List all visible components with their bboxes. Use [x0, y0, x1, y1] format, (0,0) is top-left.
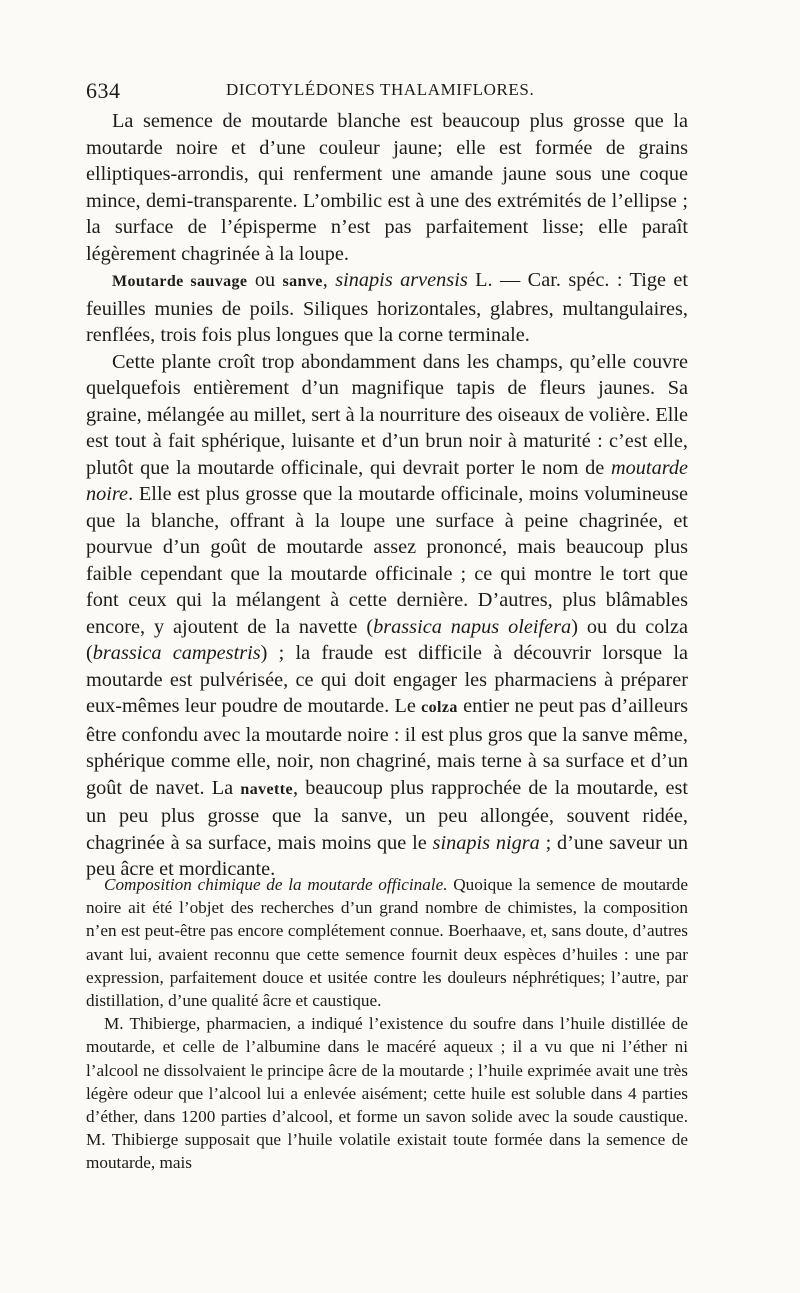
paragraph-plant-description — [86, 349, 688, 883]
species-characters: L. — Car. spéc. : Tige et feuilles munies de poils. Siliques horizontales, glabres, multangulaires, renflées, trois fois plus longues que la corne terminale. — [86, 269, 689, 346]
italic-term: sinapis nigra — [432, 831, 540, 854]
text-run: ) ou du colza ( — [86, 615, 689, 664]
latin-name: sinapis arvensis — [335, 269, 468, 291]
term-sanve: sanve — [282, 273, 323, 290]
paragraph-white-mustard: La semence de moutarde blanche est beaucoup plus grosse que la moutarde noire et d’une couleur jaune; elle est formée de grains elliptiques-arrondis, qui renferment une amande jaune sous une coque mince, demi-transparente. L’ombilic est à une des extrémités de l’ellipse ; la surface de l’épisperme n’est pas parfaitement lisse; elle paraît légèrement chagrinée à la loupe. — [86, 110, 688, 265]
text-run: , beaucoup plus rapprochée de la moutarde, est un peu plus grosse que la sanve, un peu allongée, souvent ridée, chagrinée à sa surface, mais moins que le — [86, 776, 688, 854]
term-moutarde-sauvage: Moutarde sauvage — [112, 273, 248, 290]
italic-term: moutarde noire — [86, 456, 688, 505]
page-number: 634 — [86, 78, 121, 103]
paragraph-wild-mustard — [86, 267, 688, 349]
small-print-section — [86, 873, 688, 1175]
term-colza: colza — [421, 699, 458, 716]
paragraph-thibierge: M. Thibierge, pharmacien, a indiqué l’existence du soufre dans l’huile distillée de moutarde, et celle de l’albumine dans le macéré aqueux ; il a vu que ni l’éther ni l’alcool ne dissolvaient le principe âcre de la moutarde ; l’huile exprimée avait une très légère odeur que l’alcool lui a enlevée aisément; cette huile est soluble dans 4 parties d’éther, dans 1200 parties d’alcool, et forme un savon solide avec la soude caustique. M. Thibierge supposait que l’huile volatile existait toute formée dans la semence de moutarde, mais — [86, 1014, 688, 1173]
running-title: DICOTYLÉDONES THALAMIFLORES. — [226, 80, 535, 99]
text-run: Quoique la semence de moutarde noire ait été l’objet des recherches d’un grand nombre de chimistes, la composition n’en est peut-être pas encore complétement connue. Boerhaave, et, sans doute, d’autres avant lui, avaient reconnu que cette semence fournit deux espèces d’huiles : une par expression, parfaitement douce et usitée contre les douleurs néphrétiques; l’autre, par distillation, d’une qualité âcre et caustique. — [86, 875, 689, 1011]
term-navette: navette — [240, 780, 293, 798]
text-run: ; d’une saveur un peu âcre et mordicante. — [86, 831, 689, 880]
text-ou: ou — [247, 269, 283, 291]
text-comma: , — [322, 269, 336, 291]
section-heading: Composition chimique de la moutarde officinale. — [104, 875, 448, 894]
text-run: ) ; la fraude est difficile à découvrir lorsque la moutarde est pulvérisée, ce qui doit engager les pharmaciens à préparer eux-mêmes leur poudre de moutarde. Le — [86, 642, 688, 717]
italic-term: brassica campestris — [92, 642, 261, 664]
text-run: entier ne peut pas d’ailleurs être confondu avec la moutarde noire : il est plus gros que la sanve même, sphérique comme elle, noir, non chagriné, mais terne à sa surface et d’un goût de navet. La — [86, 695, 688, 799]
italic-term: brassica napus oleifera — [373, 615, 572, 638]
text-run: Cette plante croît trop abondamment dans les champs, qu’elle couvre quelquefois entièrement d’un magnifique tapis de fleurs jaunes. Sa graine, mélangée au millet, sert à la nourriture des oiseaux de volière. Elle est tout à fait sphérique, luisante et d’un brun noir à maturité : c’est elle, plutôt que la moutarde officinale, qui devrait porter le nom de — [86, 350, 689, 479]
text-run: . Elle est plus grosse que la moutarde officinale, moins volumineuse que la blanche, offrant à la loupe une surface à peine chagrinée, et pourvue d’un goût de moutarde assez prononcé, mais beaucoup plus faible cependant que la moutarde officinale ; ce qui montre le tort que font ceux qui la mélangent à cette dernière. D’autres, plus blâmables encore, y ajoutent de la navette ( — [86, 483, 688, 638]
main-text — [86, 108, 688, 883]
paragraph-chemical-composition — [86, 873, 688, 1012]
